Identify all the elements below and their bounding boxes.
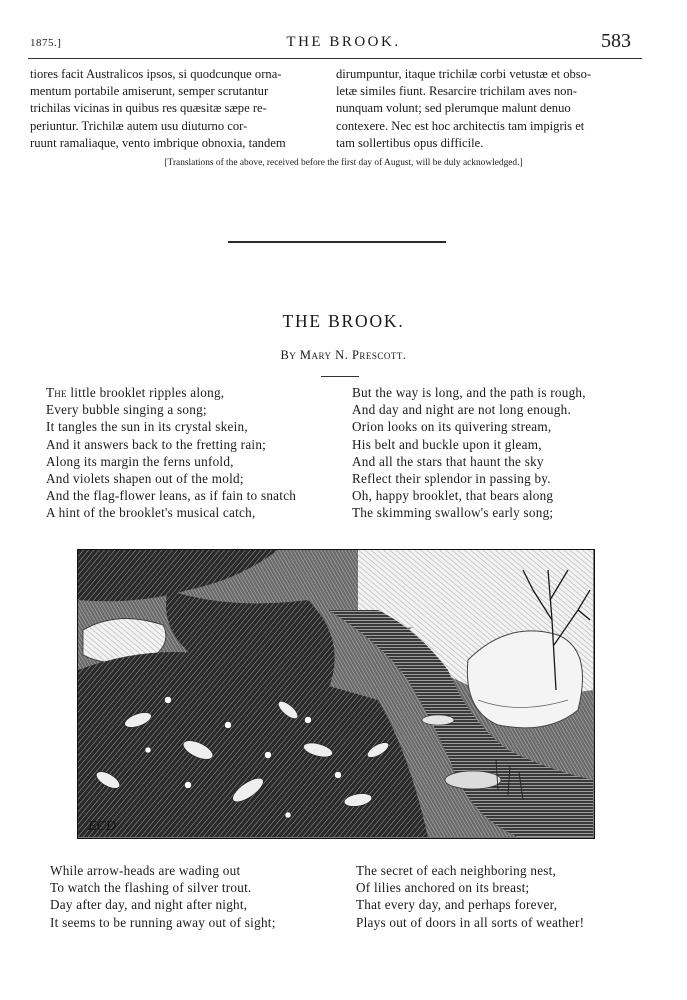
latin-line: periuntur. Trichilæ autem usu diuturno cor- bbox=[30, 118, 248, 133]
latin-line: tam sollertibus opus difficile. bbox=[336, 135, 484, 150]
verse-line: Oh, happy brooklet, that bears along bbox=[352, 488, 554, 504]
verse-line: But the way is long, and the path is rough, bbox=[352, 385, 586, 400]
latin-line: letæ similes fiunt. Resarcire trichilam aves non- bbox=[336, 84, 577, 99]
poem-title: THE BROOK. bbox=[282, 311, 405, 331]
verse-line: Along its margin the ferns unfold, bbox=[46, 453, 234, 469]
verse-line: That every day, and perhaps forever, bbox=[356, 897, 558, 913]
first-word: The bbox=[46, 385, 67, 400]
running-head bbox=[0, 30, 687, 56]
verse-line: Of lilies anchored on its breast; bbox=[356, 880, 530, 896]
verse-line: Plays out of doors in all sorts of weather! bbox=[356, 914, 585, 930]
verse-line: The little brooklet ripples along, bbox=[46, 385, 225, 400]
latin-line: mentum portabile amiserunt, semper scrutantur bbox=[30, 84, 269, 99]
verse-line: The secret of each neighboring nest, bbox=[356, 863, 557, 878]
latin-line: contexere. Nec est hoc architectis tam impigris et bbox=[336, 118, 585, 133]
verse-line: A hint of the brooklet's musical catch, bbox=[46, 505, 256, 521]
verse-line: And it answers back to the fretting rain; bbox=[46, 436, 267, 452]
verse-line: And all the stars that haunt the sky bbox=[352, 453, 544, 469]
latin-column-left bbox=[30, 66, 330, 152]
stanza-1 bbox=[46, 384, 296, 522]
verse-line: It tangles the sun in its crystal skein, bbox=[46, 419, 248, 435]
verse-line: Reflect their splendor in passing by. bbox=[352, 471, 551, 487]
translation-note: [Translations of the above, received before the first day of August, will be duly acknowledged.] bbox=[164, 158, 523, 168]
verse-line: Orion looks on its quivering stream, bbox=[352, 419, 552, 435]
stanza-3 bbox=[50, 862, 276, 931]
verse-line: It seems to be running away out of sight; bbox=[50, 914, 276, 930]
latin-line: dirumpuntur, itaque trichilæ corbi vetustæ et obso- bbox=[336, 67, 592, 81]
page-number: 583 bbox=[601, 30, 631, 52]
verse-line: His belt and buckle upon it gleam, bbox=[352, 436, 542, 452]
header-rule bbox=[28, 58, 642, 59]
latin-column-right bbox=[336, 66, 636, 152]
byline-rule bbox=[321, 376, 359, 377]
verse-line: Day after day, and night after night, bbox=[50, 897, 248, 913]
poem-author: Mary N. Prescott. bbox=[299, 348, 407, 362]
verse-line: And the flag-flower leans, as if fain to snatch bbox=[46, 488, 297, 504]
running-title: THE BROOK. bbox=[286, 34, 401, 50]
stanza-4 bbox=[356, 862, 584, 931]
poem-byline bbox=[0, 348, 687, 363]
verse-line: To watch the flashing of silver trout. bbox=[50, 880, 252, 896]
page-year: 1875.] bbox=[30, 37, 62, 49]
verse-line: The skimming swallow's early song; bbox=[352, 505, 554, 521]
verse-line: And violets shapen out of the mold; bbox=[46, 471, 244, 487]
latin-line: trichilas vicinas in quibus res quæsitæ sæpe re- bbox=[30, 101, 267, 116]
byline-prefix: By bbox=[280, 348, 297, 362]
brook-illustration bbox=[77, 549, 595, 839]
verse-line: Every bubble singing a song; bbox=[46, 402, 207, 418]
latin-line: tiores facit Australicos ipsos, si quodcunque orna- bbox=[30, 67, 282, 81]
latin-line: ruunt ramaliaque, vento imbrique obnoxia, tandem bbox=[30, 135, 286, 150]
illustration-monogram: ECD bbox=[88, 819, 116, 834]
latin-line: nunquam volunt; sed plerumque malunt denuo bbox=[336, 101, 571, 116]
stanza-2 bbox=[352, 384, 586, 522]
verse-line: And day and night are not long enough. bbox=[352, 402, 571, 418]
verse-line: While arrow-heads are wading out bbox=[50, 863, 241, 878]
section-separator bbox=[228, 241, 446, 243]
